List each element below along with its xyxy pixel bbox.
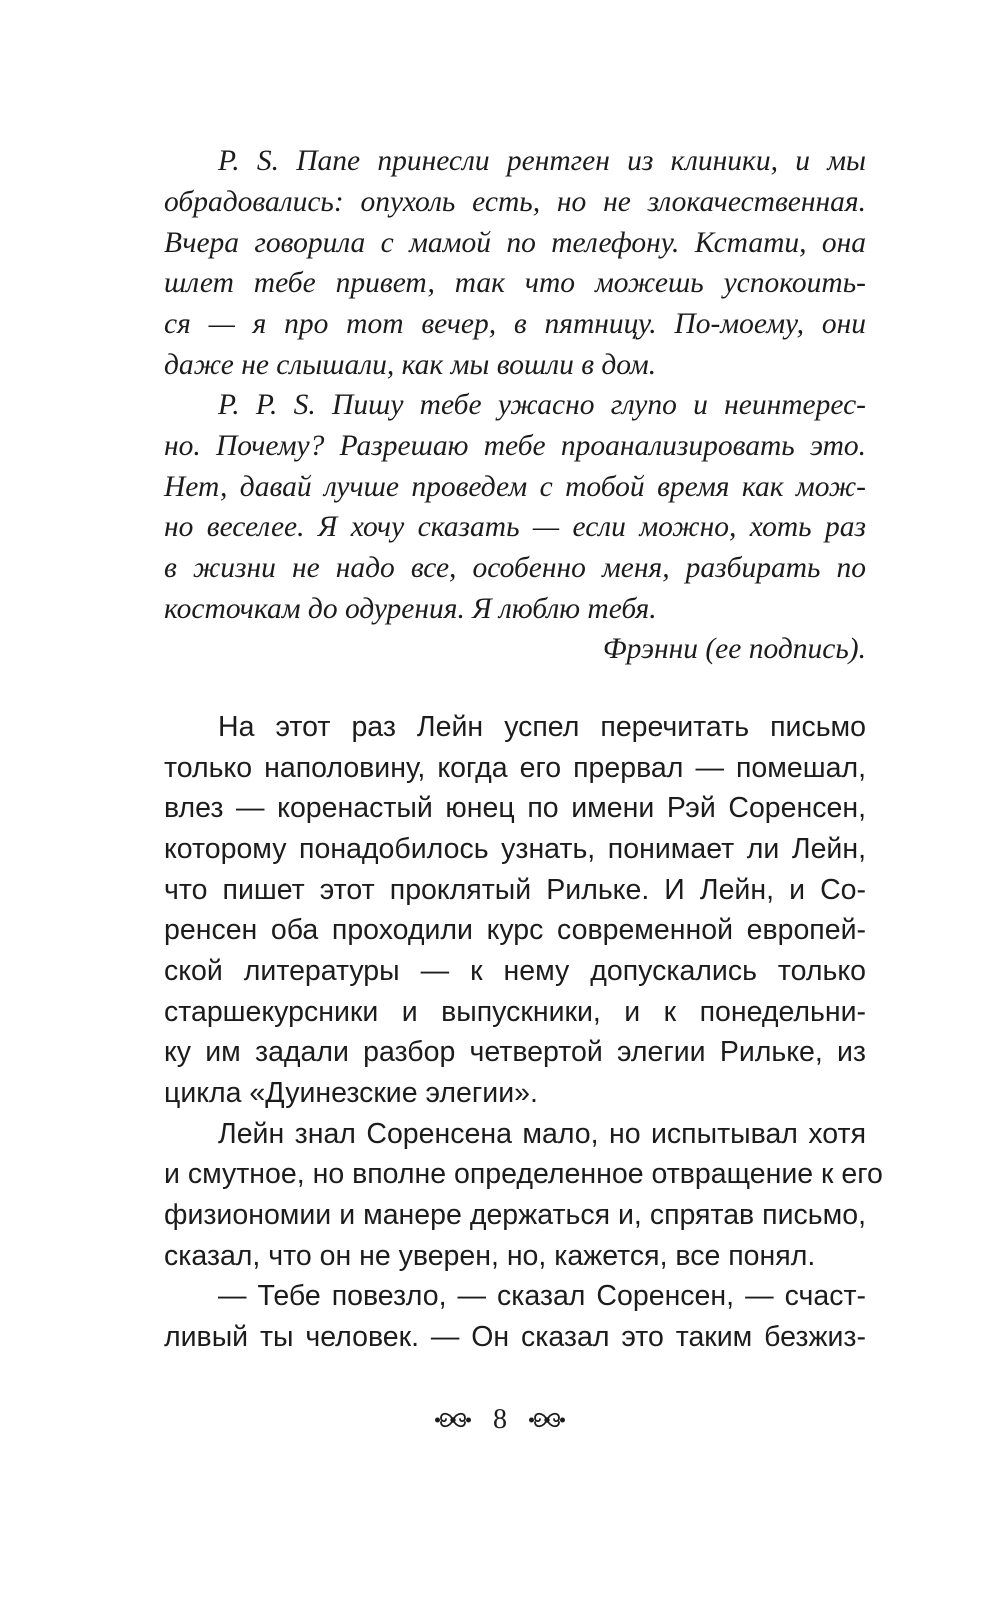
letter-line: даже не слышали, как мы вошли в дом. [164,349,657,381]
letter-line: P. P. S. Пишу тебе ужасно глупо и неинтерес- [218,389,866,421]
fleuron-left-icon [435,1408,471,1432]
narrative-line: цикла «Дуинезские элегии». [164,1077,538,1109]
letter-line: Вчера говорила с мамой по телефону. Кстати, она [164,227,866,259]
letter-line: Нет, давай лучше проведем с тобой время как мож- [164,471,866,503]
page-footer [0,1400,1000,1440]
narrative-line: что пишет этот проклятый Рильке. И Лейн, и Со- [164,874,866,906]
letter-line: косточкам до одурения. Я люблю тебя. [164,593,657,625]
narrative-line: ренсен оба проходили курс современной европей- [164,914,866,946]
narrative-line: На этот раз Лейн успел перечитать письмо [218,711,866,743]
narrative-line: физиономии и манере держаться и, спрятав письмо, [164,1199,866,1231]
letter-line: ся — я про тот вечер, в пятницу. По-моему, они [164,308,866,340]
narrative-line: только наполовину, когда его прервал — помешал, [164,752,866,784]
narrative-line: старшекурсники и выпускники, и к понедельни- [164,996,866,1028]
letter-line: но веселее. Я хочу сказать — если можно, хоть раз [164,511,866,543]
letter-line: но. Почему? Разрешаю тебе проанализировать это. [164,430,866,462]
narrative-line: сказал, что он не уверен, но, кажется, все понял. [164,1240,816,1272]
narrative-line: Лейн знал Соренсена мало, но испытывал хотя [218,1118,866,1150]
narrative-line: ливый ты человек. — Он сказал это таким безжиз- [164,1321,866,1353]
narrative-line: и смутное, но вполне определенное отвращение к его [164,1158,883,1190]
page-number: 8 [493,1404,507,1435]
narrative-line: ку им задали разбор четвертой элегии Рильке, из [164,1036,866,1068]
letter-line: обрадовались: опухоль есть, но не злокачественная. [164,186,866,218]
narrative-line: влез — коренастый юнец по имени Рэй Соренсен, [164,792,866,824]
letter-line: в жизни не надо все, особенно меня, разбирать по [164,552,866,584]
fleuron-right-icon [529,1408,565,1432]
narrative-line: ской литературы — к нему допускались только [164,955,866,987]
narrative-line: которому понадобилось узнать, понимает ли Лейн, [164,833,866,865]
letter-line: P. S. Папе принесли рентген из клиники, и мы [218,145,866,177]
letter-line: шлет тебе привет, так что можешь успокоить- [164,267,866,299]
narrative-line: — Тебе повезло, — сказал Соренсен, — счаст- [218,1280,866,1312]
letter-signature: Фрэнни (ее подпись). [602,633,866,665]
